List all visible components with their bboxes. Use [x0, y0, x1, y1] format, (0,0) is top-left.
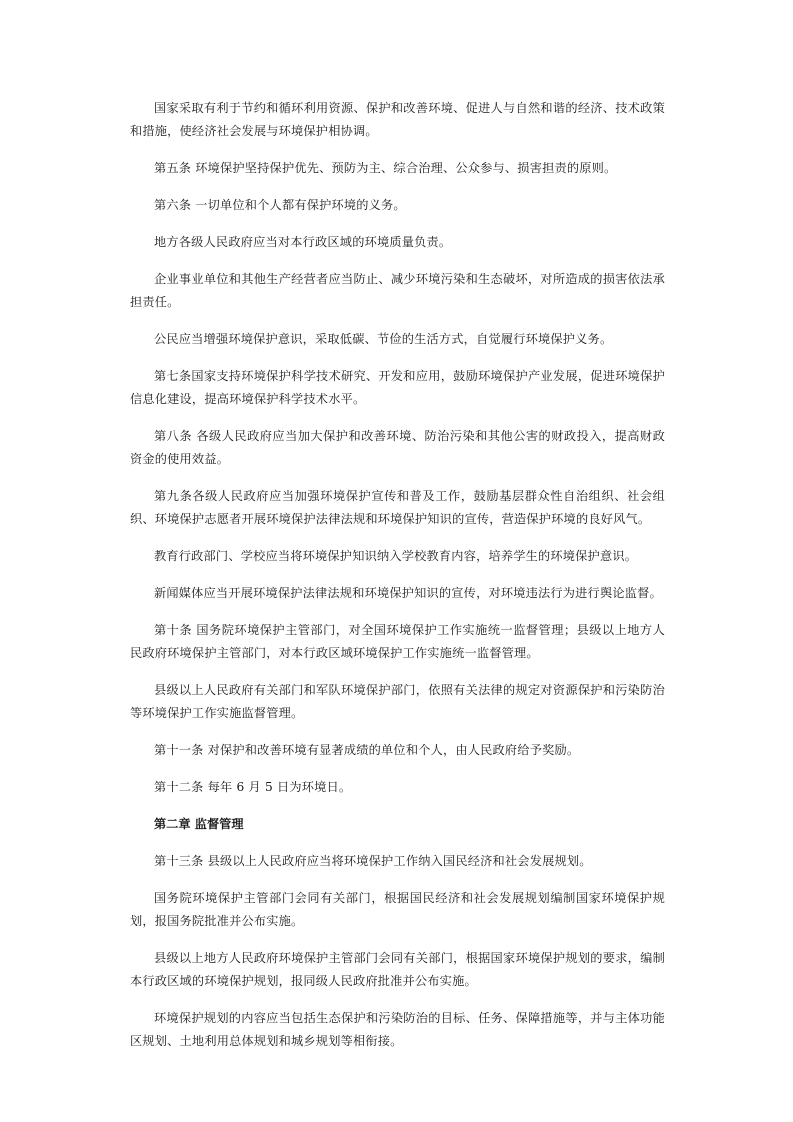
paragraph-article-13: 第十三条 县级以上人民政府应当将环境保护工作纳入国民经济和社会发展规划。	[154, 854, 592, 868]
paragraph: 企业事业单位和其他生产经营者应当防止、减少环境污染和生态破坏，对所造成的损害依法承担责任。	[130, 272, 665, 309]
paragraph: 国家采取有利于节约和循环利用资源、保护和改善环境、促进人与自然和谐的经济、技术政策和措施，使经济社会发展与环境保护相协调。	[130, 101, 665, 138]
paragraph: 教育行政部门、学校应当将环境保护知识纳入学校教育内容，培养学生的环境保护意识。	[154, 549, 638, 563]
paragraph: 公民应当增强环境保护意识，采取低碳、节俭的生活方式，自觉履行环境保护义务。	[154, 332, 613, 346]
paragraph-article-5: 第五条 环境保护坚持保护优先、预防为主、综合治理、公众参与、损害担责的原则。	[154, 161, 617, 175]
paragraph-article-9: 第九条各级人民政府应当加强环境保护宣传和普及工作，鼓励基层群众性自治组织、社会组织、环境保护志愿者开展环境保护法律法规和环境保护知识的宣传，营造保护环境的良好风气。	[130, 489, 665, 526]
paragraph-article-12: 第十二条 每年 6 月 5 日为环境日。	[154, 780, 352, 794]
paragraph-article-8: 第八条 各级人民政府应当加大保护和改善环境、防治污染和其他公害的财政投入，提高财政资金的使用效益。	[130, 429, 665, 466]
paragraph: 新闻媒体应当开展环境保护法律法规和环境保护知识的宣传，对环境违法行为进行舆论监督。	[154, 586, 662, 600]
paragraph: 地方各级人民政府应当对本行政区域的环境质量负责。	[154, 235, 452, 249]
paragraph: 环境保护规划的内容应当包括生态保护和污染防治的目标、任务、保障措施等，并与主体功能区规划、土地利用总体规划和城乡规划等相衔接。	[130, 1011, 665, 1048]
paragraph: 县级以上人民政府有关部门和军队环境保护部门，依照有关法律的规定对资源保护和污染防治等环境保护工作实施监督管理。	[130, 683, 665, 720]
paragraph: 县级以上地方人民政府环境保护主管部门会同有关部门，根据国家环境保护规划的要求，编制本行政区域的环境保护规划，报同级人民政府批准并公布实施。	[130, 951, 665, 988]
paragraph-article-6: 第六条 一切单位和个人都有保护环境的义务。	[154, 198, 406, 212]
chapter-heading: 第二章 监督管理	[154, 817, 244, 831]
document-body	[130, 97, 665, 1067]
paragraph-article-11: 第十一条 对保护和改善环境有显著成绩的单位和个人，由人民政府给予奖励。	[154, 743, 580, 757]
paragraph: 国务院环境保护主管部门会同有关部门，根据国民经济和社会发展规划编制国家环境保护规划，报国务院批准并公布实施。	[130, 891, 665, 928]
paragraph-article-10: 第十条 国务院环境保护主管部门，对全国环境保护工作实施统一监督管理；县级以上地方人民政府环境保护主管部门，对本行政区域环境保护工作实施统一监督管理。	[130, 623, 665, 660]
paragraph-article-7: 第七条国家支持环境保护科学技术研究、开发和应用，鼓励环境保护产业发展，促进环境保护信息化建设，提高环境保护科学技术水平。	[130, 369, 665, 406]
